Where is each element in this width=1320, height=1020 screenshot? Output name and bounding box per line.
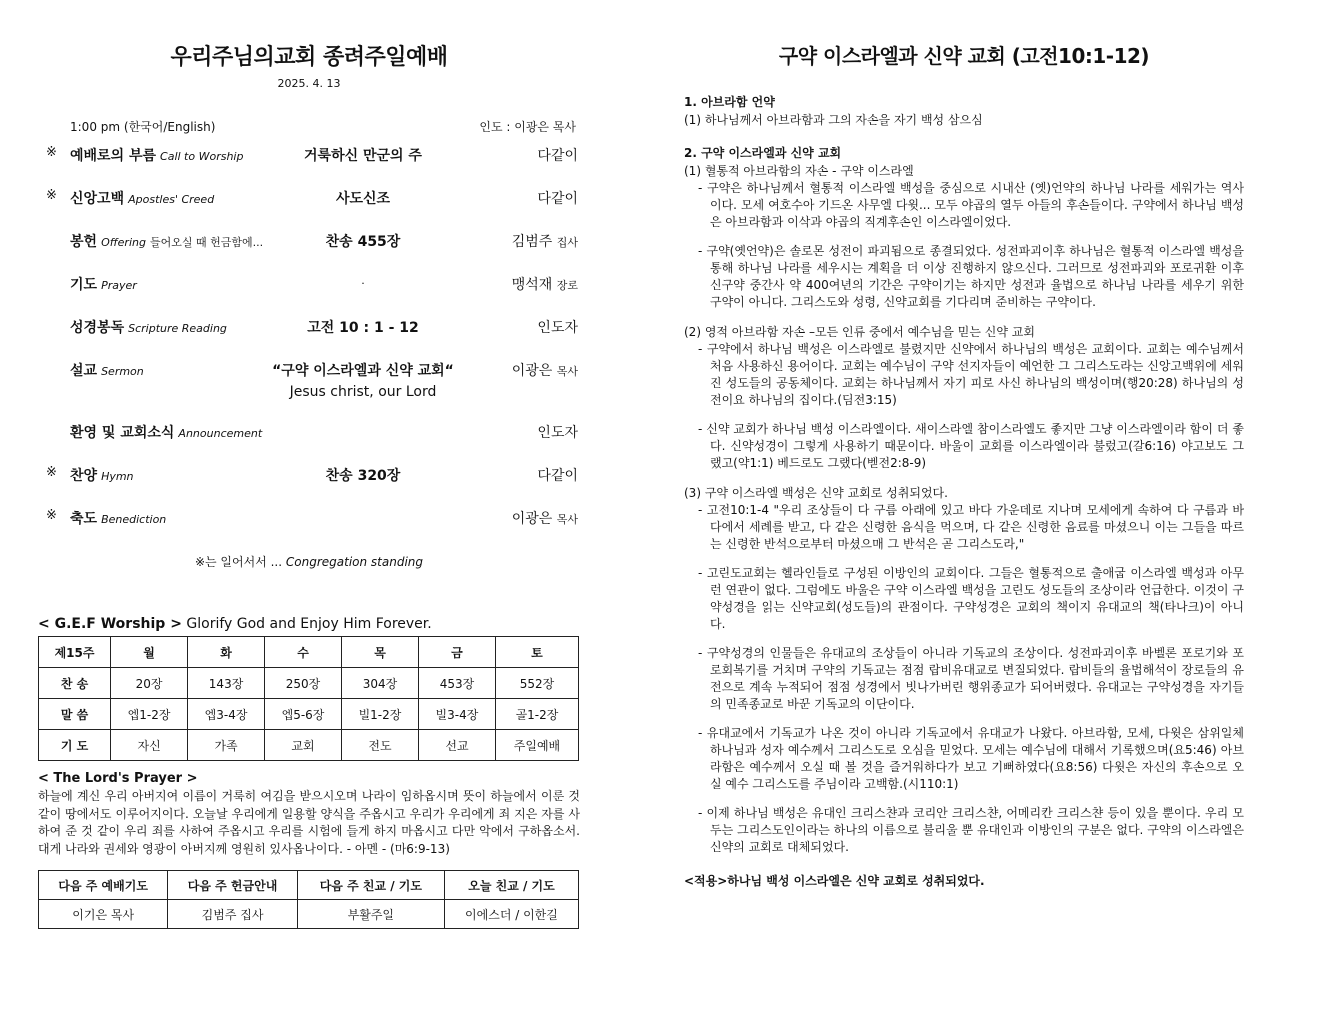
service-leader: 인도 : 이광은 목사	[479, 120, 576, 134]
service-date: 2025. 4. 13	[277, 77, 341, 90]
item-en: Offering	[101, 236, 146, 249]
bulletin-left-page	[38, 40, 580, 929]
item-content: 고전 10 : 1 - 12	[307, 320, 419, 336]
standing-mark: ※	[46, 145, 57, 160]
item-en: Prayer	[101, 279, 137, 292]
order-item-offering	[38, 231, 580, 274]
section-heading: 1. 아브라함 언약	[684, 95, 775, 109]
paragraph: - 이제 하나님 백성은 유대인 크리스챤과 코리안 크리스챤, 어메리칸 크리스챤 등이 있을 뿐이다. 우리 모두는 그리스도인이라는 하나의 이름으로 불리울 뿐 유대인과 이방인의 구분은 없다. 구약의 이스라엘은 신약의 교회로 대체되었다.	[698, 806, 1244, 854]
item-extra: .	[361, 274, 365, 287]
paragraph: - 구약성경의 인물들은 유대교의 조상들이 아니라 기독교의 조상이다. 성전파괴이후 바벨론 포로기와 포로회복기를 거치며 구약의 기독교는 점점 랍비유대교로 변질되었다. 랍비들의 율법해석이 장로들의 유전으로 계속 누적되어 점점 성경에서 빗나가버린 행위종교가 되어버렸다. 유대교는 구약성경을 자기들의 민족종교로 바꾼 기독교의 이단이다.	[698, 646, 1244, 711]
standing-note: ※는 일어서서 ... Congregation standing	[194, 555, 424, 569]
item-en: Announcement	[178, 427, 263, 440]
item-person: 다같이	[537, 148, 578, 164]
application-statement: <적용>하나님 백성 이스라엘은 신약 교회로 성취되었다.	[684, 874, 985, 888]
item-person: 이광은	[511, 363, 553, 379]
standing-mark: ※	[46, 465, 57, 480]
item-person-title: 집사	[556, 236, 578, 249]
item-content: 사도신조	[335, 191, 391, 207]
sermon-subtitle: Jesus christ, our Lord	[289, 384, 437, 400]
standing-mark: ※	[46, 508, 57, 523]
item-name: 설교	[70, 363, 98, 379]
weekly-schedule-table	[38, 636, 579, 761]
table-row: 찬 송 20장 143장 250장 304장 453장 552장	[39, 668, 579, 699]
order-item-sermon	[38, 360, 580, 422]
lords-prayer-text: 하늘에 계신 우리 아버지여 이름이 거룩히 여김을 받으시오며 나라이 임하옵시며 뜻이 하늘에서 이룬 것 같이 땅에서도 이루어지이다. 오늘날 우리에게 일용할 양식을 주옵시고 우리가 우리에게 죄 지은 자를 사하여 준 것 같이 우리 죄를 사하여 주옵시고 우리를 시험에 들게 하지 마옵시고 다만 악에서 구하옵소서. 대게 나라와 권세와 영광이 아버지께 영원히 있사옵나이다. - 아멘 - (마6:9-13)	[38, 789, 580, 856]
item-name: 신앙고백	[70, 191, 125, 207]
subsection-heading: (1) 하나님께서 아브라함과 그의 자손을 자기 백성 삼으심	[684, 113, 983, 127]
paragraph: - 고전10:1-4 "우리 조상들이 다 구름 아래에 있고 바다 가운데로 지나며 모세에게 속하여 다 구름과 바다에서 세례를 받고, 다 같은 신령한 음식을 먹으며, 다 같은 신령한 음료를 마셨으니 이는 그들을 따르는 신령한 반석으로부터 마셨으매 그 반석은 곧 그리스도라,"	[698, 503, 1244, 551]
item-person-title: 장로	[556, 279, 578, 292]
item-content: 거룩하신 만군의 주	[304, 148, 422, 164]
item-name: 봉헌	[70, 234, 98, 250]
item-name: 예배로의 부름	[70, 148, 157, 164]
sermon-notes-page	[684, 40, 1244, 889]
order-item-hymn	[38, 465, 580, 508]
item-person: 인도자	[537, 320, 578, 336]
item-name: 환영 및 교회소식	[70, 425, 175, 441]
item-person: 맹석재	[511, 277, 553, 293]
item-en: Hymn	[101, 470, 134, 483]
paragraph: - 신약 교회가 하나님 백성 이스라엘이다. 새이스라엘 참이스라엘도 좋지만 그냥 이스라엘이라 함이 더 좋다. 신약성경이 그렇게 사용하기 때문이다. 바울이 교회를 이스라엘이라 불렀고(갈6:16) 야고보도 그랬고(약1:1) 베드로도 그랬다(벧전2:8-9)	[698, 422, 1244, 470]
order-item-call-to-worship	[38, 145, 580, 188]
table-header-row: 제15주 월 화 수 목 금 토	[39, 637, 579, 668]
item-name: 축도	[70, 511, 98, 527]
bulletin-title: 우리주님의교회 종려주일예배	[170, 45, 448, 70]
item-en: Call to Worship	[160, 150, 244, 163]
item-en: Benediction	[101, 513, 167, 526]
item-person: 이광은	[511, 511, 553, 527]
item-en: Apostles' Creed	[128, 193, 215, 206]
table-row: 기 도 자신 가족 교회 전도 선교 주일예배	[39, 730, 579, 761]
item-person: 다같이	[537, 191, 578, 207]
subsection-heading: (1) 혈통적 아브라함의 자손 - 구약 이스라엘	[684, 164, 914, 178]
table-row: 이기은 목사 김범주 집사 부활주일 이에스더 / 이한길	[39, 900, 579, 929]
item-name: 찬양	[70, 468, 98, 484]
paragraph: - 고린도교회는 헬라인들로 구성된 이방인의 교회이다. 그들은 혈통적으로 출애굽 이스라엘 백성과 아무런 연관이 없다. 그럼에도 바울은 구약 이스라엘 백성을 고린도 성도들의 조상이라 언급한다. 이것이 구약성경을 읽는 신약교회(성도들)의 관점이다. 구약성경은 교회의 책이지 유대교의 책(타나크)이 아니다.	[698, 566, 1244, 631]
order-item-scripture	[38, 317, 580, 360]
subsection-heading: (3) 구약 이스라엘 백성은 신약 교회로 성취되었다.	[684, 486, 948, 500]
item-person-title: 목사	[556, 513, 578, 526]
paragraph: - 구약에서 하나님 백성은 이스라엘로 불렸지만 신약에서 하나님의 백성은 교회이다. 교회는 예수님께서 처음 사용하신 용어이다. 교회는 예수님이 구약 선지자들이 예언한 그 그리스도라는 신앙고백위에 세워진 성도들의 공동체이다. 교회는 하나님께서 자기 피로 사신 하나님의 백성이며(행20:28) 하나님의 성전이요 하나님의 집이다.(딤전3:15)	[698, 342, 1244, 407]
item-name: 성경봉독	[70, 320, 125, 336]
sermon-notes-title: 구약 이스라엘과 신약 교회 (고전10:1-12)	[778, 44, 1150, 68]
order-of-worship	[38, 145, 580, 551]
item-person: 다같이	[537, 468, 578, 484]
order-item-prayer	[38, 274, 580, 317]
item-en: Scripture Reading	[128, 322, 227, 335]
subsection-heading: (2) 영적 아브라함 자손 –모든 인류 중에서 예수님을 믿는 신약 교회	[684, 325, 1035, 339]
item-person-title: 목사	[556, 365, 578, 378]
paragraph: - 구약은 하나님께서 혈통적 이스라엘 백성을 중심으로 시내산 (옛)언약의 하나님 나라를 세워가는 역사이다. 모세 여호수아 기드온 사무엘 다윗... 모두 야곱의 열두 아들의 후손들이다. 구약에서 하나님 백성은 아브라함과 이삭과 야곱의 직계후손인 이스라엘이었다.	[698, 181, 1244, 229]
item-person: 인도자	[537, 425, 578, 441]
item-en: Sermon	[101, 365, 144, 378]
table-row: 말 씀 엡1-2장 엡3-4장 엡5-6장 빌1-2장 빌3-4장 골1-2장	[39, 699, 579, 730]
item-name: 기도	[70, 277, 98, 293]
order-item-announcement	[38, 422, 580, 465]
item-content: 찬송 455장	[325, 234, 401, 250]
item-person: 김범주	[511, 234, 553, 250]
lords-prayer-title: < The Lord's Prayer >	[38, 771, 198, 786]
service-meta	[38, 118, 580, 135]
order-item-benediction	[38, 508, 580, 551]
item-extra: 들어오실 때 헌금함에...	[149, 236, 264, 249]
order-item-creed	[38, 188, 580, 231]
paragraph: - 구약(옛언약)은 솔로몬 성전이 파괴됨으로 종결되었다. 성전파괴이후 하나님은 혈통적 이스라엘 백성을 통해 하나님 나라를 세우시는 계획을 더 이상 진행하지 않으신다. 그러므로 성전파괴와 포로귀환 이후 신구약 중간사 약 400여년의 기간은 구약이기는 하지만 성전과 율법으로 하나님 나라를 세우기 위한 구약이 아니다. 그리스도와 성령, 신약교회를 기다리며 준비하는 구약이다.	[698, 244, 1244, 309]
sermon-title: “구약 이스라엘과 신약 교회“	[272, 363, 454, 379]
gef-worship-heading: < G.E.F Worship > Glorify God and Enjoy Him Forever.	[38, 616, 432, 632]
item-content: 찬송 320장	[325, 468, 401, 484]
next-week-table	[38, 870, 579, 929]
service-time: 1:00 pm (한국어/English)	[70, 120, 216, 134]
section-heading: 2. 구약 이스라엘과 신약 교회	[684, 146, 842, 160]
table-header-row: 다음 주 예배기도 다음 주 헌금안내 다음 주 친교 / 기도 오늘 친교 / 기도	[39, 871, 579, 900]
paragraph: - 유대교에서 기독교가 나온 것이 아니라 기독교에서 유대교가 나왔다. 아브라함, 모세, 다윗은 삼위일체 하나님과 성자 예수께서 그리스도로 오심을 믿었다. 모세는 예수님에 대해서 기록했으며(요5:46) 아브라함은 예수께서 오실 때 볼 것을 즐거워하다가 보고 기뻐하였다(요8:56) 다윗은 자신의 후손으로 오실 예수 그리스도를 주님이라 고백함.(시110:1)	[698, 726, 1244, 791]
standing-mark: ※	[46, 188, 57, 203]
